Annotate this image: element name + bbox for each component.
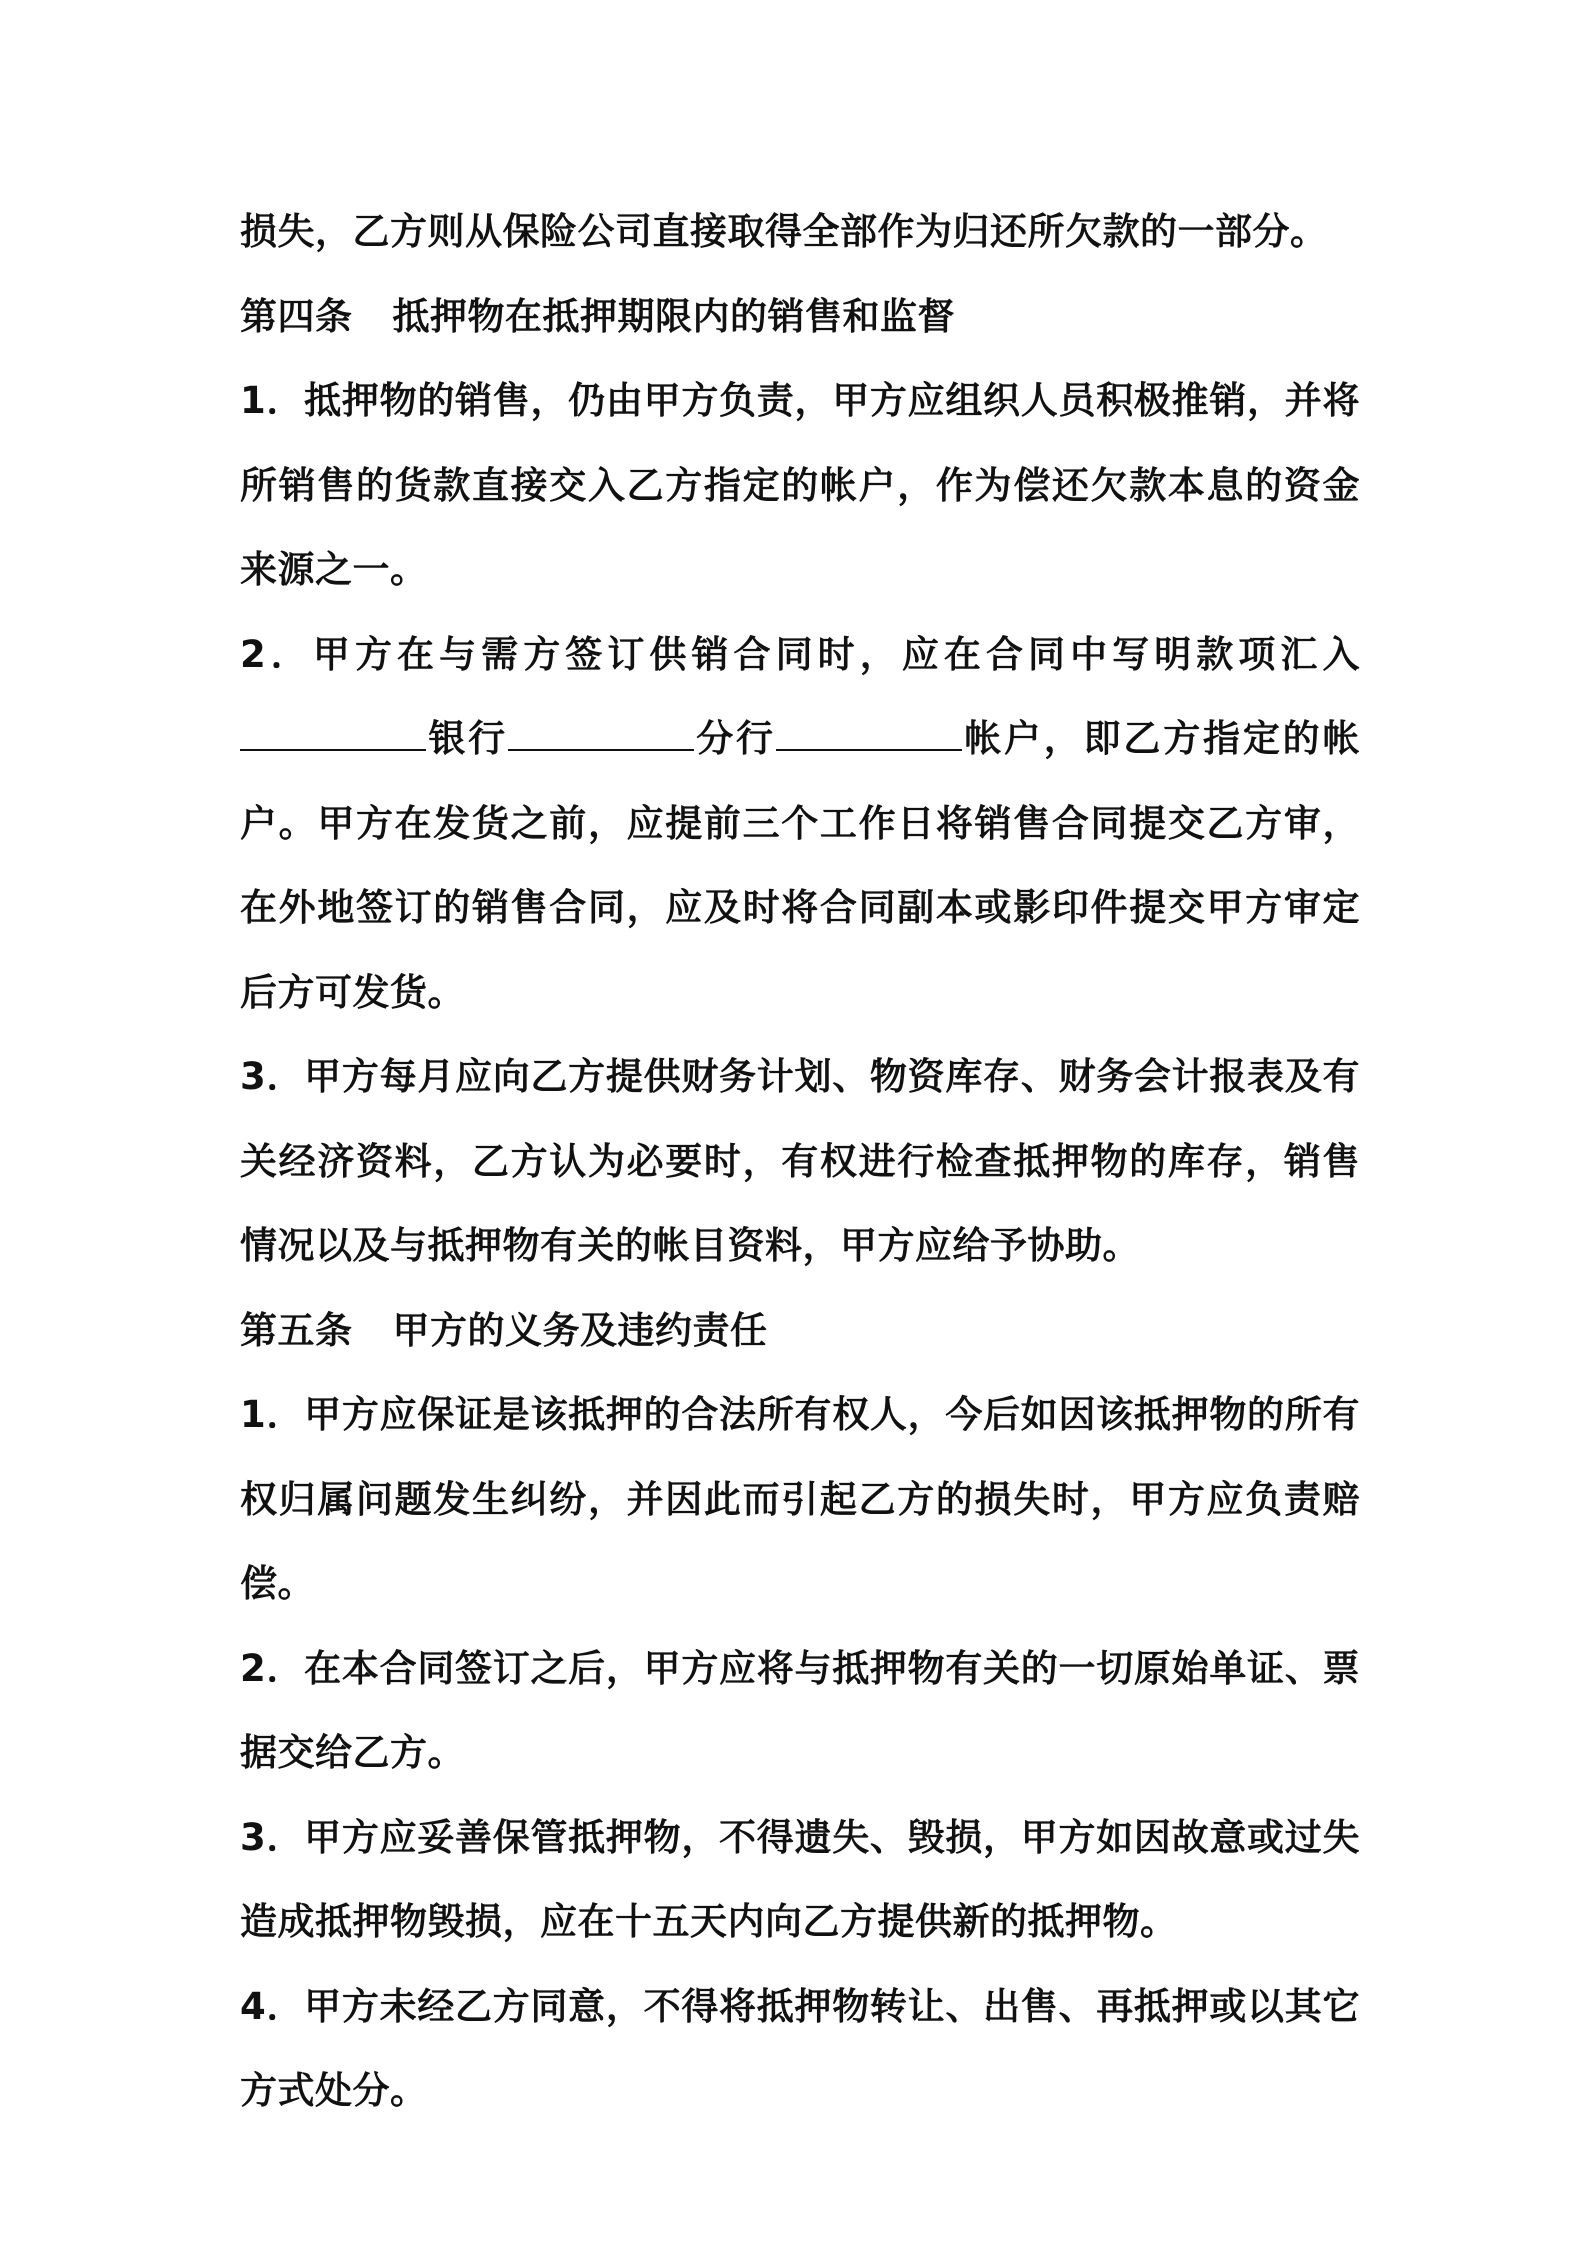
- article-5-clause-1: 1．甲方应保证是该抵押的合法所有权人，今后如因该抵押物的所有权归属问题发生纠纷，并因此而引起乙方的损失时，甲方应负责赔偿。: [240, 1393, 1360, 1605]
- article-4-title: 抵押物在抵押期限内的销售和监督: [392, 294, 955, 338]
- article-4-clause-1: 1．抵押物的销售，仍由甲方负责，甲方应组织人员积极推销，并将所销售的货款直接交入乙方指定的帐户，作为偿还欠款本息的资金来源之一。: [240, 379, 1360, 591]
- document-body: [240, 190, 1360, 2134]
- clause-2-text-d: 帐户，即乙方指定的帐户。甲方在发货之前，应提前三个工作日将销售合同提交乙方审，在外地签订的销售合同，应及时将合同副本或影印件提交甲方审定后方可发货。: [240, 717, 1360, 1014]
- article-4-number: 第四条: [240, 294, 353, 338]
- article-5-clause-3: 3．甲方应妥善保管抵押物，不得遗失、毁损，甲方如因故意或过失造成抵押物毁损，应在十五天内向乙方提供新的抵押物。: [240, 1815, 1360, 1943]
- article-5-title: 甲方的义务及违约责任: [392, 1308, 768, 1352]
- bank-name-blank: [240, 719, 426, 751]
- clause-2-text-b: 银行: [426, 717, 508, 760]
- article-5-clause-4: 4．甲方未经乙方同意，不得将抵押物转让、出售、再抵押或以其它方式处分。: [240, 1984, 1360, 2112]
- article-4-clause-2: [240, 613, 1360, 1036]
- article-4-heading: [240, 275, 1360, 360]
- article-5-number: 第五条: [240, 1308, 353, 1352]
- article-5-clause-2: 2．在本合同签订之后，甲方应将与抵押物有关的一切原始单证、票据交给乙方。: [240, 1646, 1360, 1774]
- account-number-blank: [776, 719, 962, 751]
- article-5-heading: [240, 1289, 1360, 1374]
- paragraph-continuation: 损失，乙方则从保险公司直接取得全部作为归还所欠款的一部分。: [240, 210, 1328, 253]
- clause-2-text-a: 2．甲方在与需方签订供销合同时，应在合同中写明款项汇入: [240, 632, 1360, 676]
- clause-2-text-c: 分行: [693, 717, 776, 760]
- branch-name-blank: [508, 719, 694, 751]
- article-4-clause-3: 3．甲方每月应向乙方提供财务计划、物资库存、财务会计报表及有关经济资料，乙方认为必要时，有权进行检查抵押物的库存，销售情况以及与抵押物有关的帐目资料，甲方应给予协助。: [240, 1055, 1360, 1267]
